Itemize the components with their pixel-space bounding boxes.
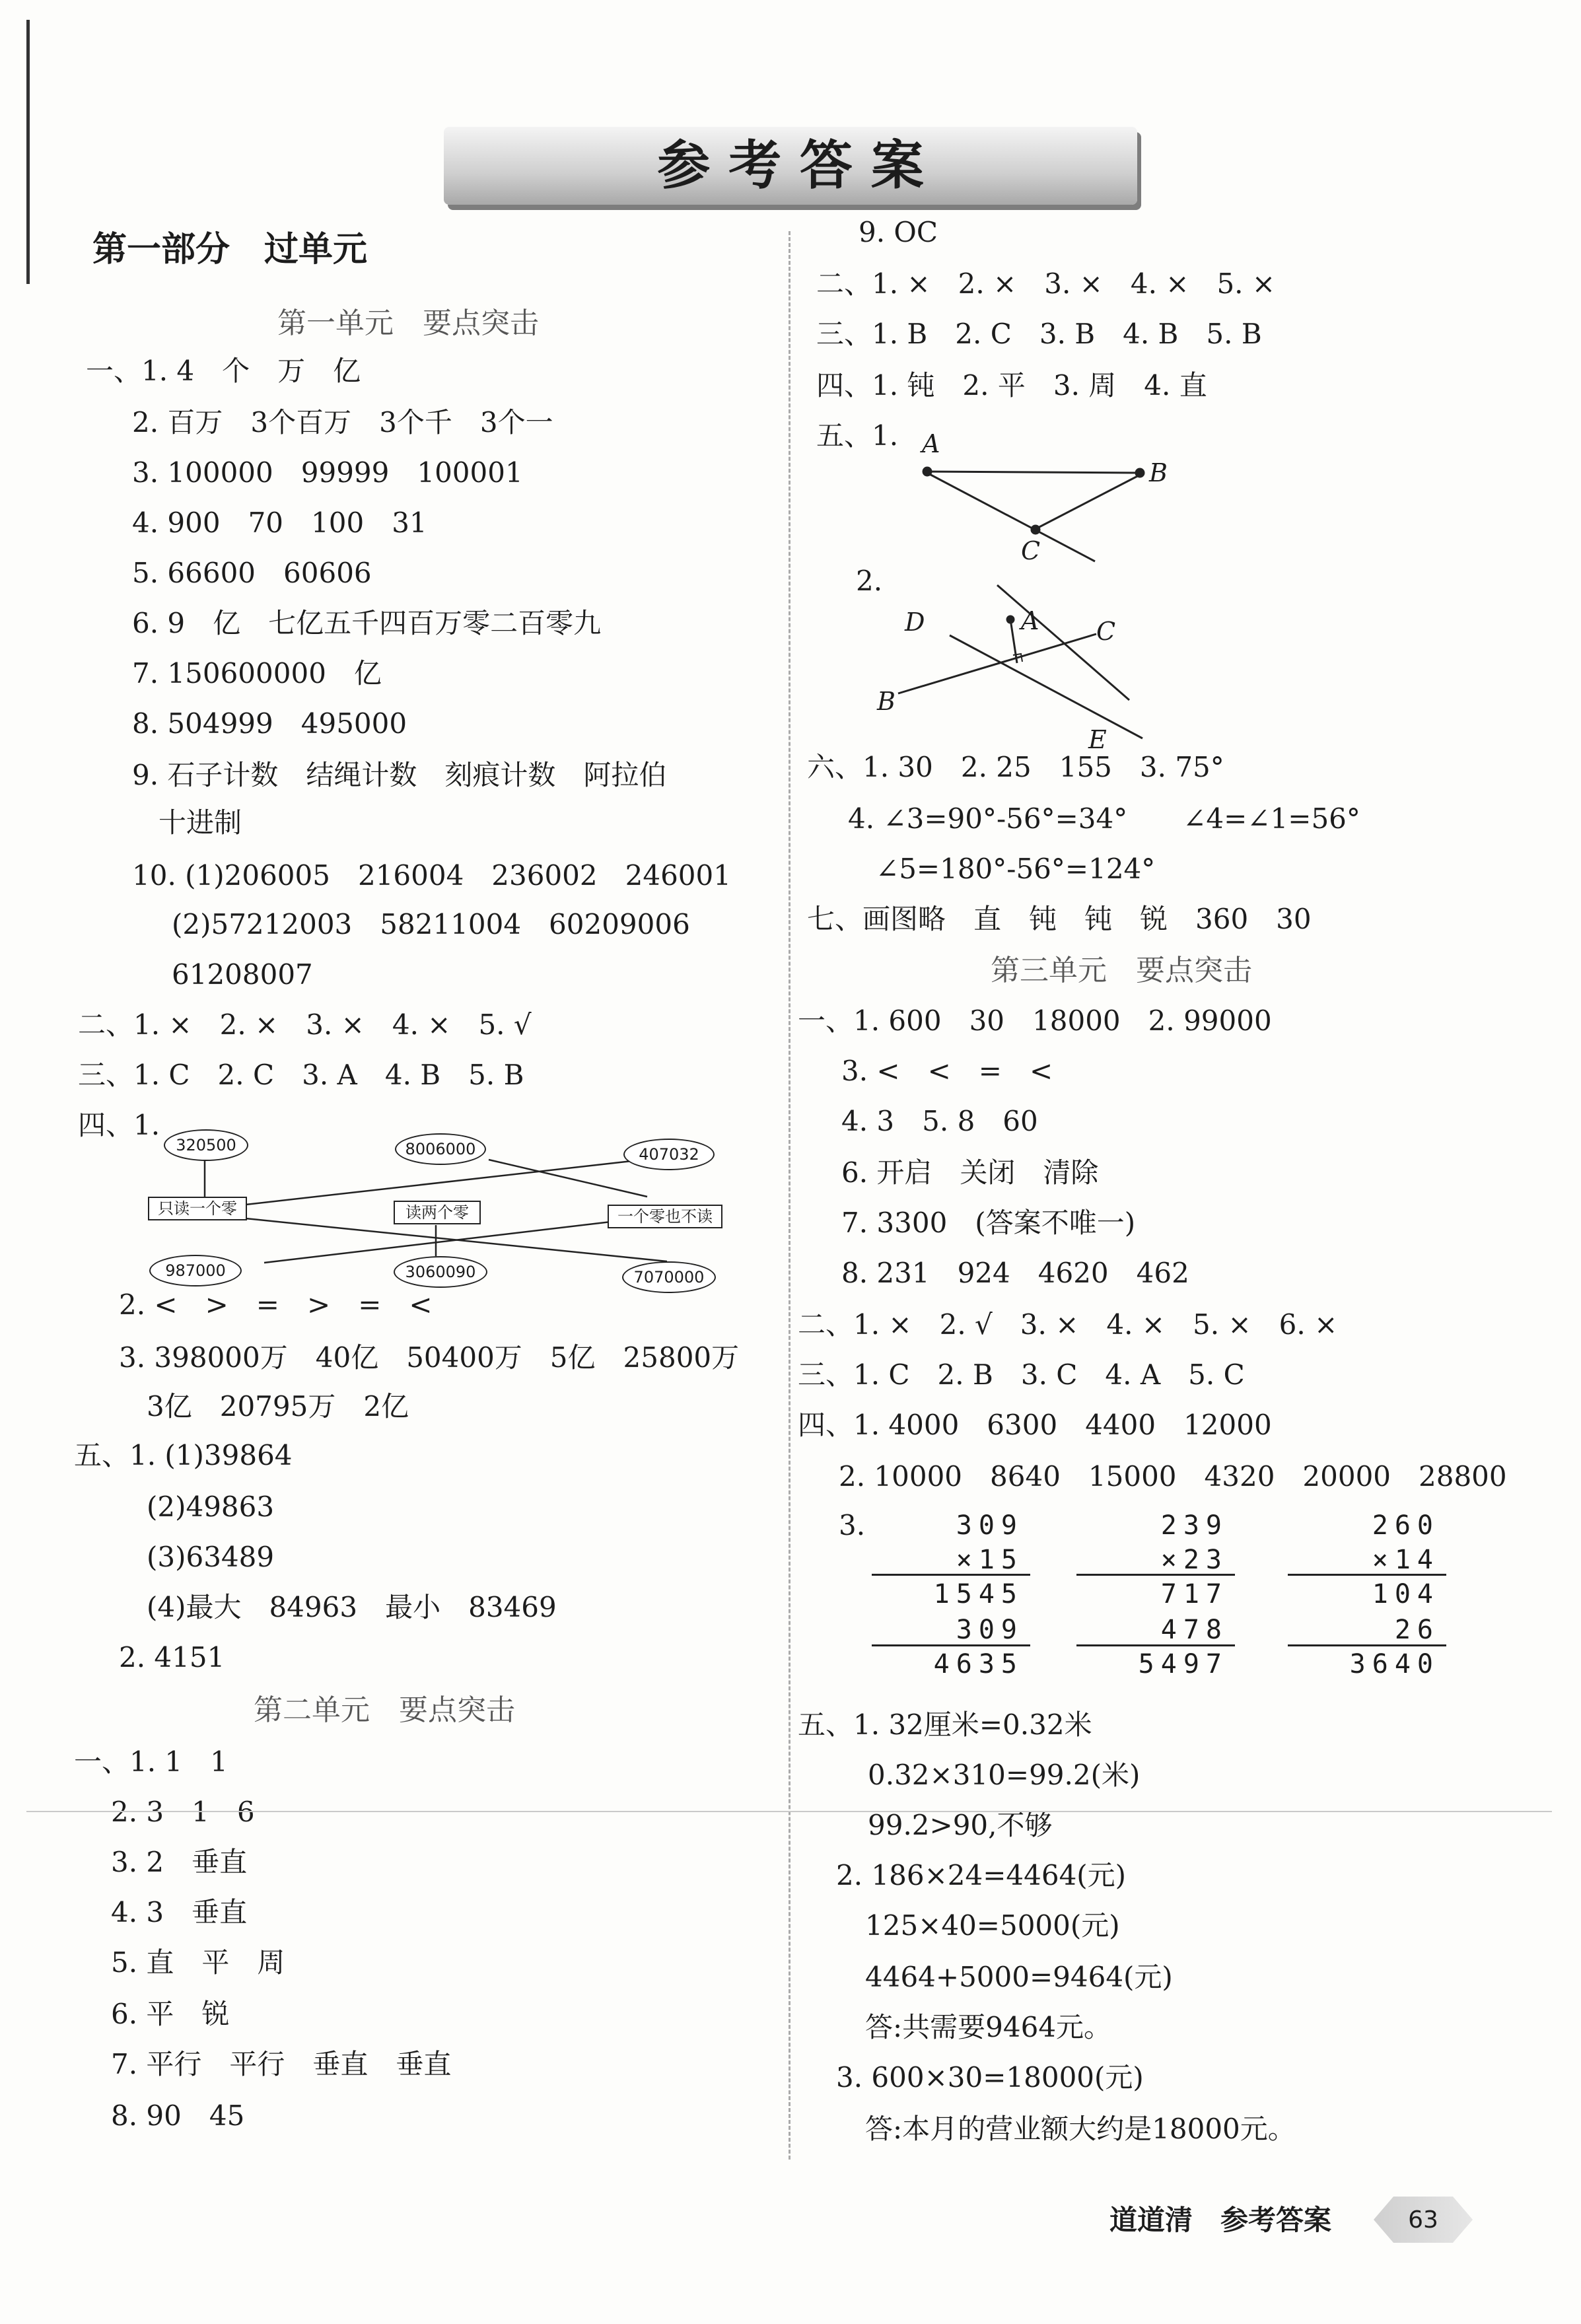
mult-0-rule-0 xyxy=(872,1574,1030,1576)
right-line: 五、1. xyxy=(816,419,899,452)
match-mid-0: 只读一个零 xyxy=(148,1197,247,1220)
left-line: 6. 9 亿 七亿五千四百万零二百零九 xyxy=(132,607,602,639)
right-line: 四、1. 钝 2. 平 3. 周 4. 直 xyxy=(816,369,1207,402)
match-bottom-0: 987000 xyxy=(149,1255,242,1286)
right-line: 125×40=5000(元) xyxy=(865,1909,1120,1942)
left-line: 4. 900 70 100 31 xyxy=(132,507,427,539)
left-line: (3)63489 xyxy=(147,1541,275,1573)
left-line: 三、1. C 2. C 3. A 4. B 5. B xyxy=(78,1059,524,1091)
right-line: 9. OC xyxy=(859,216,938,248)
match-top-1: 8006000 xyxy=(395,1133,486,1165)
geo1-label-a: A xyxy=(922,429,940,458)
mult-0-row-4: 4635 xyxy=(933,1649,1024,1679)
match-top-0: 320500 xyxy=(164,1129,248,1161)
left-line: 2. 3 1 6 xyxy=(111,1796,255,1828)
left-line: 3亿 20795万 2亿 xyxy=(147,1390,409,1423)
mult-2-row-4: 3640 xyxy=(1349,1649,1440,1679)
left-line: 8. 504999 495000 xyxy=(132,707,407,740)
left-line: 61208007 xyxy=(172,958,313,991)
mult-1-rule-1 xyxy=(1076,1644,1235,1646)
right-line: 四、1. 4000 6300 4400 12000 xyxy=(798,1409,1272,1441)
mult-0-rule-1 xyxy=(872,1644,1030,1646)
left-line: 3. 100000 99999 100001 xyxy=(132,456,523,489)
left-line: (4)最大 84963 最小 83469 xyxy=(147,1591,557,1623)
right-line: 4464+5000=9464(元) xyxy=(865,1961,1173,1993)
left-line: 4. 3 垂直 xyxy=(111,1896,248,1928)
match-mid-2: 一个零也不读 xyxy=(608,1205,722,1228)
right-line: ∠5=180°-56°=124° xyxy=(876,853,1156,885)
mult-1-rule-0 xyxy=(1076,1574,1235,1576)
right-line: 答:本月的营业额大约是18000元。 xyxy=(865,2113,1296,2145)
left-line: 9. 石子计数 结绳计数 刻痕计数 阿拉伯 xyxy=(132,759,667,791)
right-line: 3. xyxy=(839,1509,866,1541)
left-line: 十进制 xyxy=(158,806,242,839)
left-line: 2. < > = > = < xyxy=(119,1288,433,1321)
geo2-label-e: E xyxy=(1088,725,1107,754)
matching-diagram-lines xyxy=(0,0,786,1321)
mult-2-row-0: 260 xyxy=(1372,1510,1440,1541)
right-line: 五、1. 32厘米=0.32米 xyxy=(798,1708,1092,1741)
left-line: 5. 66600 60606 xyxy=(132,557,372,589)
right-line: 0.32×310=99.2(米) xyxy=(868,1759,1141,1791)
left-line: 第一单元 要点突击 xyxy=(277,306,539,340)
footer-brand: 道道清 参考答案 xyxy=(1109,2204,1332,2236)
mult-1-row-4: 5497 xyxy=(1138,1649,1228,1679)
mult-0-row-1: ×15 xyxy=(956,1545,1024,1575)
left-line: 5. 直 平 周 xyxy=(111,1946,285,1979)
match-top-2: 407032 xyxy=(623,1139,715,1170)
mult-1-row-3: 478 xyxy=(1160,1615,1228,1645)
page-title: 参 考 答 案 xyxy=(657,134,924,196)
right-line: 2. 186×24=4464(元) xyxy=(836,1859,1127,1891)
page-number: 63 xyxy=(1408,2206,1438,2234)
match-bottom-2: 7070000 xyxy=(622,1261,716,1293)
geo2-label-b: B xyxy=(877,687,896,716)
right-line: 答:共需要9464元。 xyxy=(865,2011,1112,2043)
left-line: 3. 2 垂直 xyxy=(111,1846,248,1878)
mult-0-row-0: 309 xyxy=(956,1510,1024,1541)
right-line: 二、1. × 2. √ 3. × 4. × 5. × 6. × xyxy=(798,1308,1338,1341)
right-line: 2. xyxy=(856,565,883,597)
right-line: 六、1. 30 2. 25 155 3. 75° xyxy=(807,751,1224,783)
left-line: 2. 4151 xyxy=(119,1641,225,1673)
left-line: 8. 90 45 xyxy=(111,2099,245,2132)
right-line: 二、1. × 2. × 3. × 4. × 5. × xyxy=(816,267,1276,300)
left-line: (2)57212003 58211004 60209006 xyxy=(172,908,690,940)
left-line: 7. 平行 平行 垂直 垂直 xyxy=(111,2048,452,2080)
left-line: 四、1. xyxy=(78,1109,160,1141)
mult-2-row-1: ×14 xyxy=(1372,1545,1440,1575)
right-line: 第三单元 要点突击 xyxy=(991,954,1252,987)
mult-0-row-3: 309 xyxy=(956,1615,1024,1645)
right-line: 4. 3 5. 8 60 xyxy=(841,1105,1038,1137)
left-line: 一、1. 1 1 xyxy=(74,1745,228,1778)
right-line: 2. 10000 8640 15000 4320 20000 28800 xyxy=(839,1460,1507,1493)
geo1-label-b: B xyxy=(1149,458,1168,487)
geo2-label-d: D xyxy=(905,608,925,637)
mult-2-rule-1 xyxy=(1288,1644,1446,1646)
mult-0-row-2: 1545 xyxy=(933,1579,1024,1609)
left-line: 五、1. (1)39864 xyxy=(74,1439,293,1471)
mult-1-row-2: 717 xyxy=(1160,1579,1228,1609)
left-line: 二、1. × 2. × 3. × 4. × 5. √ xyxy=(78,1008,532,1041)
mult-1-row-0: 239 xyxy=(1160,1510,1228,1541)
left-line: 7. 150600000 亿 xyxy=(132,657,382,689)
right-line: 99.2>90,不够 xyxy=(868,1809,1053,1841)
left-line: (2)49863 xyxy=(147,1491,275,1523)
left-line: 2. 百万 3个百万 3个千 3个一 xyxy=(132,406,553,439)
geo1-label-c: C xyxy=(1021,536,1041,565)
right-line: 4. ∠3=90°-56°=34° ∠4=∠1=56° xyxy=(848,802,1360,835)
right-line: 3. < < = < xyxy=(841,1055,1053,1087)
left-line: 第二单元 要点突击 xyxy=(254,1693,515,1727)
mult-2-row-2: 104 xyxy=(1372,1579,1440,1609)
right-line: 8. 231 924 4620 462 xyxy=(841,1257,1189,1289)
mult-2-row-3: 26 xyxy=(1394,1615,1440,1645)
match-bottom-1: 3060090 xyxy=(394,1256,487,1288)
mult-2-rule-0 xyxy=(1288,1574,1446,1576)
section-rule xyxy=(26,1811,1552,1812)
match-mid-1: 读两个零 xyxy=(394,1201,481,1224)
left-line: 3. 398000万 40亿 50400万 5亿 25800万 xyxy=(119,1341,740,1374)
right-line: 三、1. B 2. C 3. B 4. B 5. B xyxy=(816,318,1262,350)
right-line: 一、1. 600 30 18000 2. 99000 xyxy=(798,1004,1272,1037)
right-line: 三、1. C 2. B 3. C 4. A 5. C xyxy=(798,1358,1245,1391)
geometry-figures xyxy=(786,0,1182,759)
geo2-label-c: C xyxy=(1096,617,1116,646)
right-line: 3. 600×30=18000(元) xyxy=(836,2061,1144,2094)
right-line: 6. 开启 关闭 清除 xyxy=(841,1156,1099,1189)
right-line: 7. 3300 (答案不唯一) xyxy=(841,1207,1136,1239)
left-line: 10. (1)206005 216004 236002 246001 xyxy=(132,859,731,892)
left-line: 一、1. 4 个 万 亿 xyxy=(86,355,361,387)
right-line: 七、画图略 直 钝 钝 锐 360 30 xyxy=(807,903,1312,935)
geo2-label-a: A xyxy=(1021,606,1039,635)
left-line: 第一部分 过单元 xyxy=(92,229,368,269)
left-line: 6. 平 锐 xyxy=(111,1998,230,2030)
mult-1-row-1: ×23 xyxy=(1160,1545,1228,1575)
